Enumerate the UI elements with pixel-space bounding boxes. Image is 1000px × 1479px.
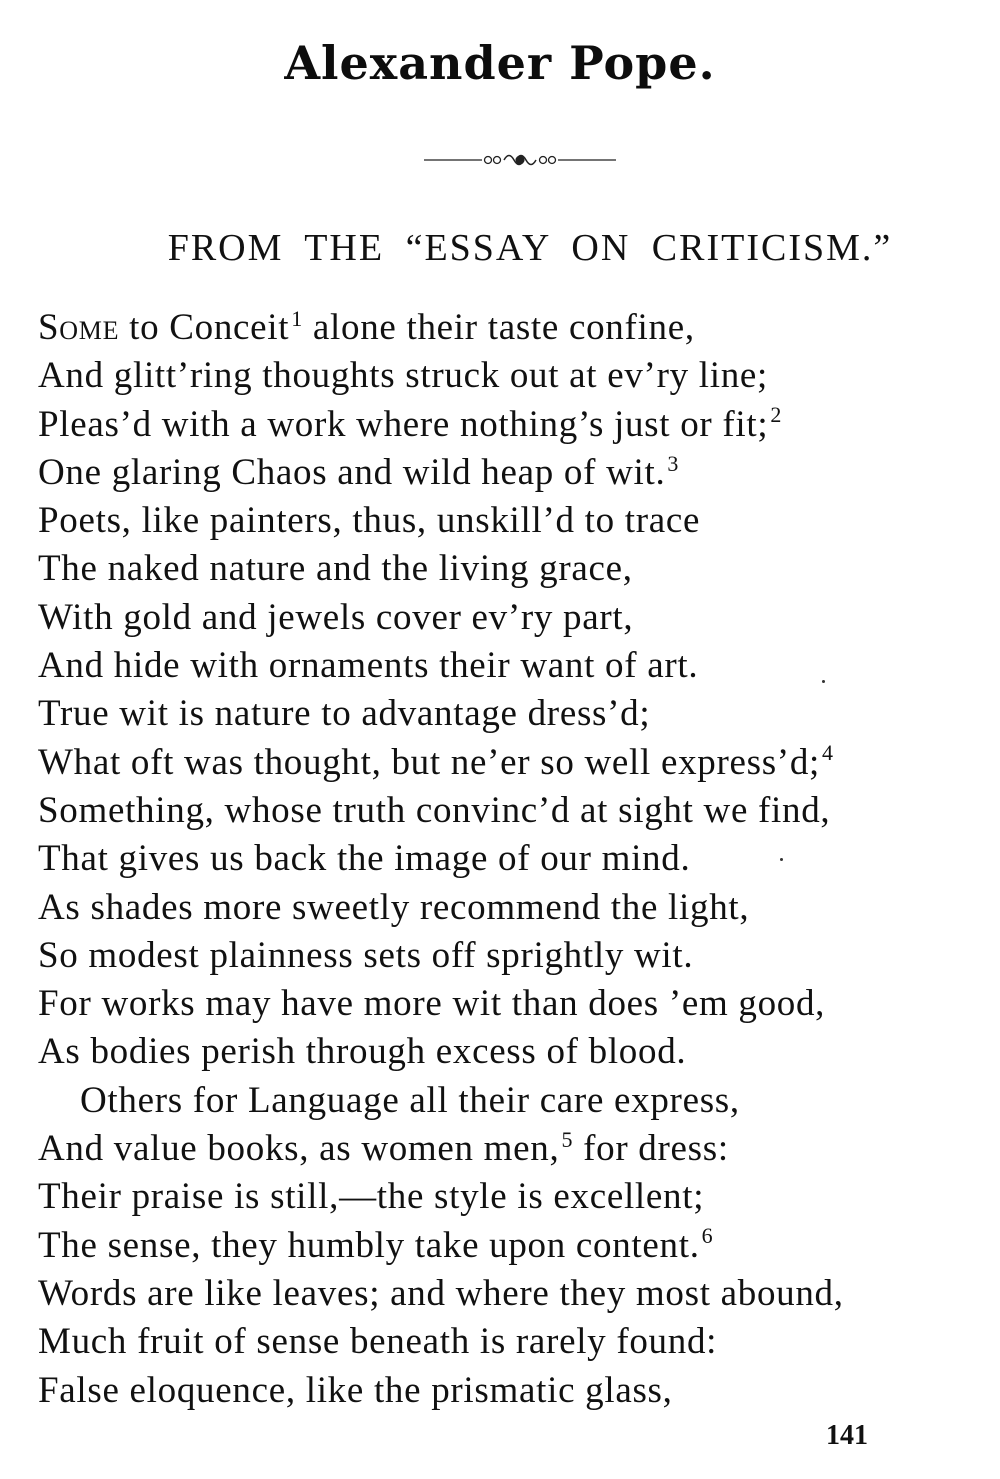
poem-line [38, 401, 993, 449]
poem-line-text: False eloquence, like the prismatic glass, [38, 1369, 673, 1411]
poem-line [38, 932, 993, 980]
poem-line-text: Their praise is still,—the style is excellent; [38, 1176, 705, 1218]
poem-line [38, 1077, 993, 1125]
poem-line-text: Others for Language all their care express, [80, 1079, 740, 1121]
footnote-marker: 2 [770, 402, 783, 428]
poem-line [38, 545, 993, 593]
poem-line-text: What oft was thought, but ne’er so well express’d; [38, 741, 821, 783]
poem-line [38, 449, 993, 497]
footnote-marker: 6 [701, 1223, 714, 1249]
poem-line-text: So modest plainness sets off sprightly wit. [38, 934, 694, 976]
poem-line-text: Much fruit of sense beneath is rarely found: [38, 1321, 718, 1363]
section-title: FROM THE “ESSAY ON CRITICISM.” [167, 227, 893, 269]
poem-line-text: to Conceit [119, 307, 290, 348]
poem-line-text: Poets, like painters, thus, unskill’d to trace [38, 500, 701, 542]
poem-line [38, 1222, 993, 1270]
poem-line-text: Something, whose truth convinc’d at sight we find, [38, 789, 831, 831]
poem-line [38, 497, 993, 545]
poem-line-text: The naked nature and the living grace, [38, 548, 633, 590]
poem-line [38, 304, 993, 352]
poem-line [38, 1318, 993, 1366]
poem-line-text-continued: alone their taste confine, [302, 307, 695, 348]
small-caps-opening: Some [38, 307, 120, 348]
poem-line-text-continued: for dress: [573, 1128, 729, 1170]
poem-line-text: As shades more sweetly recommend the light, [38, 886, 750, 928]
footnote-marker: 5 [561, 1126, 574, 1152]
print-speck [780, 858, 783, 861]
poem-line [38, 642, 993, 690]
poem-line-text: One glaring Chaos and wild heap of wit. [38, 451, 666, 493]
poem-line-text: Pleas’d with a work where nothing’s just or fit; [38, 403, 769, 445]
poem-line-text: Words are like leaves; and where they most abound, [38, 1272, 844, 1314]
page-number: 141 [826, 1420, 868, 1451]
poem-line-text: True wit is nature to advantage dress’d; [38, 693, 651, 735]
footnote-marker: 4 [822, 740, 834, 766]
poem-line [38, 1125, 993, 1173]
poem-line [38, 352, 993, 400]
poem-line-text: For works may have more wit than does ’em good, [38, 983, 826, 1025]
poem-line-text: As bodies perish through excess of blood. [38, 1031, 687, 1073]
poem-line-text: And value books, as women men, [38, 1128, 560, 1170]
author-heading: Alexander Pope. [284, 36, 716, 90]
poem-line-text: And hide with ornaments their want of art. [38, 645, 699, 687]
ornamental-divider-icon [420, 148, 620, 172]
poem-line-text: The sense, they humbly take upon content. [38, 1224, 700, 1266]
poem-line [38, 835, 993, 883]
footnote-marker: 3 [667, 450, 680, 476]
poem-line [38, 884, 993, 932]
poem-line-text: That gives us back the image of our mind. [38, 838, 691, 880]
poem-line [38, 980, 993, 1028]
poem-line [38, 690, 993, 738]
print-speck [822, 680, 825, 683]
poem-line-text: And glitt’ring thoughts struck out at ev’ry line; [38, 355, 769, 397]
poem-body [38, 304, 993, 1415]
footnote-marker: 1 [291, 305, 303, 331]
poem-line [38, 1028, 993, 1076]
poem-line-text: With gold and jewels cover ev’ry part, [38, 596, 634, 638]
poem-line [38, 594, 993, 642]
poem-line [38, 739, 993, 787]
poem-line [38, 1270, 993, 1318]
poem-line [38, 1173, 993, 1221]
poem-line [38, 1367, 993, 1415]
poem-line [38, 787, 993, 835]
